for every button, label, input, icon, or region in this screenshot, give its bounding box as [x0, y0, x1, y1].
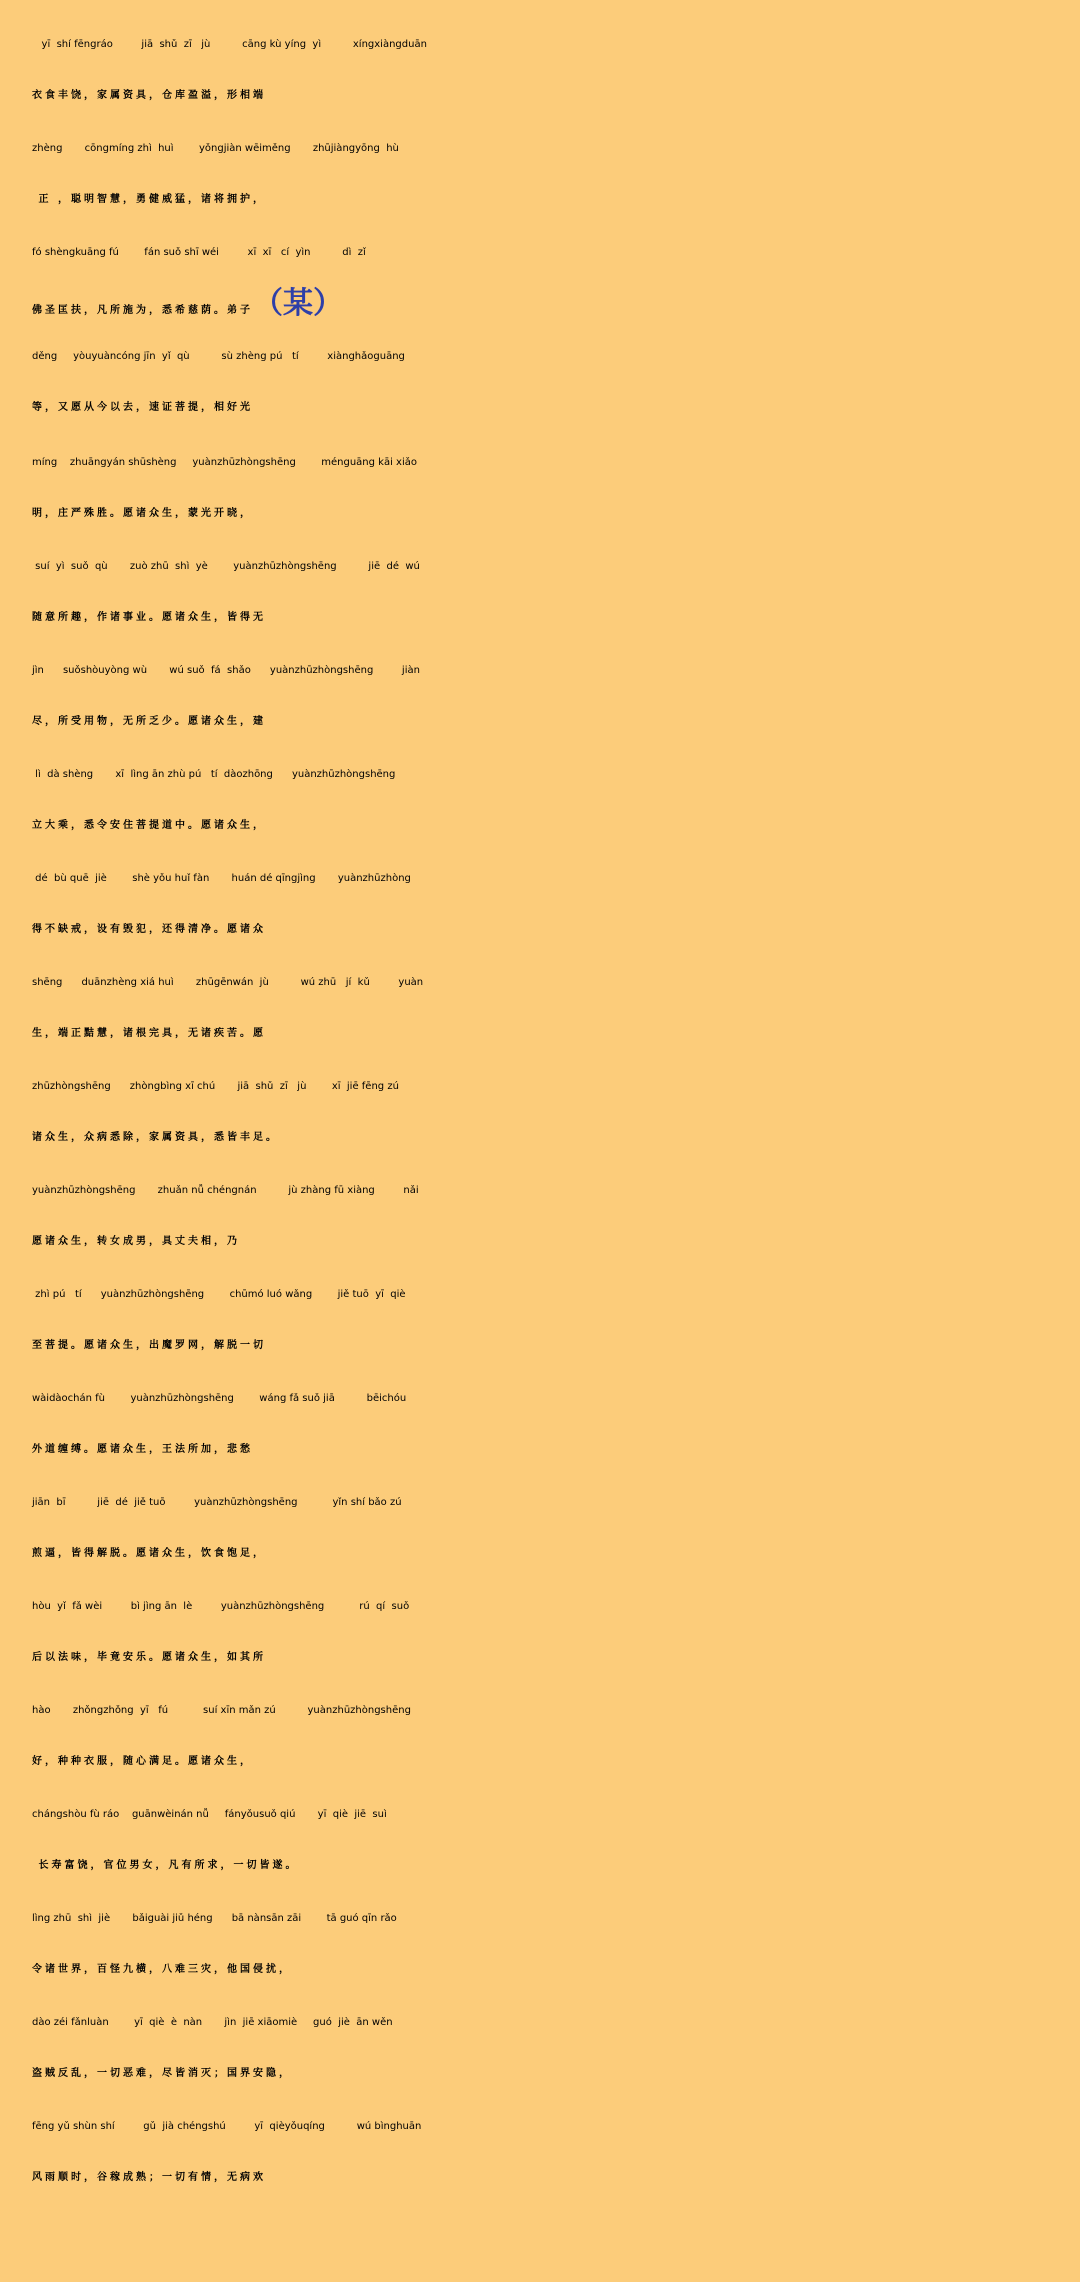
- pinyin-line: yuànzhūzhòngshēng zhuǎn nǚ chéngnán jù zhàng fū xiàng nǎi: [32, 1185, 419, 1196]
- hanzi-text: 煎逼，皆得解脱。愿诸众生，饮食饱足，: [32, 1548, 266, 1559]
- text-line: [0, 550, 1080, 654]
- hanzi-line: [0, 690, 1080, 754]
- hanzi-text: 风雨顺时，谷稼成熟；一切有情，无病欢: [32, 2172, 266, 2183]
- pinyin-line: dé bù quē jiè shè yǒu huǐ fàn huán dé qīngjìng yuànzhūzhòng: [32, 873, 411, 884]
- hanzi-line: [0, 1730, 1080, 1794]
- text-line: [0, 1486, 1080, 1590]
- pinyin-line: lìng zhū shì jiè bǎiguài jiǔ héng bā nànsān zāi tā guó qīn rǎo: [32, 1913, 397, 1924]
- pinyin-line: děng yòuyuàncóng jīn yǐ qù sù zhèng pú tí xiànghǎoguāng: [32, 351, 405, 362]
- pinyin-line: míng zhuāngyán shūshèng yuànzhūzhòngshēng ménguāng kāi xiǎo: [32, 457, 417, 468]
- text-line: [0, 1174, 1080, 1278]
- pinyin-line: jìn suǒshòuyòng wù wú suǒ fá shǎo yuànzhūzhòngshēng jiàn: [32, 665, 420, 676]
- hanzi-text: 明，庄严殊胜。愿诸众生，蒙光开晓，: [32, 508, 253, 519]
- text-line: [0, 2006, 1080, 2110]
- hanzi-line: [0, 272, 1080, 336]
- hanzi-text: 愿诸众生，转女成男，具丈夫相，乃: [32, 1236, 240, 1247]
- pinyin-line: jiān bī jiē dé jiě tuō yuànzhūzhòngshēng yǐn shí bǎo zú: [32, 1497, 402, 1508]
- hanzi-text: 佛圣匡扶，凡所施为，悉希慈荫。弟子: [32, 305, 253, 316]
- text-line: [0, 1694, 1080, 1798]
- hanzi-text: 尽，所受用物，无所乏少。愿诸众生，建: [32, 716, 266, 727]
- text-line: [0, 1382, 1080, 1486]
- text-line: [0, 132, 1080, 236]
- text-line: [0, 758, 1080, 862]
- hanzi-text: 生，端正黠慧，诸根完具，无诸疾苦。愿: [32, 1028, 266, 1039]
- text-line: [0, 1590, 1080, 1694]
- hanzi-line: [0, 1314, 1080, 1378]
- pinyin-line: yī shí fēngráo jiā shǔ zī jù cāng kù yíng yì xíngxiàngduān: [32, 39, 427, 50]
- hanzi-text: 等，又愿从今以去，速证菩提，相好光: [32, 402, 253, 413]
- pinyin-line: fēng yǔ shùn shí gǔ jià chéngshú yī qièyǒuqíng wú bìnghuān: [32, 2121, 422, 2132]
- text-line: [0, 1798, 1080, 1902]
- pinyin-line: shēng duānzhèng xiá huì zhūgēnwán jù wú zhū jí kǔ yuàn: [32, 977, 424, 988]
- pinyin-line: wàidàochán fù yuànzhūzhòngshēng wáng fǎ suǒ jiā bēichóu: [32, 1393, 407, 1404]
- hanzi-text: 盗贼反乱，一切恶难，尽皆消灭；国界安隐，: [32, 2068, 292, 2079]
- hanzi-line: [0, 898, 1080, 962]
- text-line: [0, 28, 1080, 132]
- hanzi-text: 衣食丰饶，家属资具，仓库盈溢，形相端: [32, 90, 266, 101]
- text-line: [0, 2110, 1080, 2214]
- hanzi-text: 后以法味，毕竟安乐。愿诸众生，如其所: [32, 1652, 266, 1663]
- pinyin-line: zhì pú tí yuànzhūzhòngshēng chūmó luó wǎng jiě tuō yī qiè: [32, 1289, 406, 1300]
- hanzi-text: 至菩提。愿诸众生，出魔罗网，解脱一切: [32, 1340, 266, 1351]
- pinyin-line: chángshòu fù ráo guānwèinán nǚ fányǒusuǒ qiú yī qiè jiē suì: [32, 1809, 387, 1820]
- hanzi-line: [0, 1938, 1080, 2002]
- placeholder-note: （某）: [253, 286, 343, 321]
- text-line: [0, 236, 1080, 340]
- pinyin-line: lì dà shèng xī lìng ān zhù pú tí dàozhōng yuànzhūzhòngshēng: [32, 769, 396, 780]
- hanzi-line: [0, 376, 1080, 440]
- hanzi-line: [0, 1522, 1080, 1586]
- text-line: [0, 340, 1080, 444]
- pinyin-line: zhèng cōngmíng zhì huì yǒngjiàn wēiměng zhūjiàngyōng hù: [32, 143, 399, 154]
- hanzi-text: 长寿富饶，官位男女，凡有所求，一切皆遂。: [32, 1860, 299, 1871]
- hanzi-text: 正 ，聪明智慧，勇健威猛，诸将拥护，: [32, 194, 266, 205]
- text-line: [0, 446, 1080, 550]
- hanzi-line: [0, 482, 1080, 546]
- hanzi-line: [0, 794, 1080, 858]
- hanzi-line: [0, 1106, 1080, 1170]
- hanzi-line: [0, 586, 1080, 650]
- hanzi-text: 诸众生，众病悉除，家属资具，悉皆丰足。: [32, 1132, 279, 1143]
- hanzi-text: 立大乘，悉令安住菩提道中。愿诸众生，: [32, 820, 266, 831]
- hanzi-line: [0, 1210, 1080, 1274]
- pinyin-line: dào zéi fǎnluàn yī qiè è nàn jìn jiē xiāomiè guó jiè ān wěn: [32, 2017, 393, 2028]
- text-line: [0, 1902, 1080, 2006]
- text-line: [0, 966, 1080, 1070]
- text-line: [0, 654, 1080, 758]
- text-line: [0, 1070, 1080, 1174]
- hanzi-line: [0, 2146, 1080, 2210]
- hanzi-line: [0, 1626, 1080, 1690]
- hanzi-line: [0, 168, 1080, 232]
- hanzi-text: 令诸世界，百怪九横，八难三灾，他国侵扰，: [32, 1964, 292, 1975]
- pinyin-line: hòu yǐ fǎ wèi bì jìng ān lè yuànzhūzhòngshēng rú qí suǒ: [32, 1601, 410, 1612]
- text-line: [0, 862, 1080, 966]
- pinyin-line: hào zhǒngzhǒng yī fú suí xīn mǎn zú yuànzhūzhòngshēng: [32, 1705, 411, 1716]
- hanzi-line: [0, 2042, 1080, 2106]
- hanzi-line: [0, 1418, 1080, 1482]
- pinyin-line: zhūzhòngshēng zhòngbìng xī chú jiā shǔ zī jù xī jiē fēng zú: [32, 1081, 399, 1092]
- text-line: [0, 1278, 1080, 1382]
- hanzi-line: [0, 1834, 1080, 1898]
- pinyin-line: fó shèngkuāng fú fán suǒ shī wéi xī xī cí yìn dì zǐ: [32, 247, 366, 258]
- hanzi-text: 随意所趣，作诸事业。愿诸众生，皆得无: [32, 612, 266, 623]
- hanzi-text: 好，种种衣服，随心满足。愿诸众生，: [32, 1756, 253, 1767]
- pinyin-line: suí yì suǒ qù zuò zhū shì yè yuànzhūzhòngshēng jiē dé wú: [32, 561, 420, 572]
- hanzi-text: 得不缺戒，设有毁犯，还得清净。愿诸众: [32, 924, 266, 935]
- hanzi-line: [0, 64, 1080, 128]
- hanzi-line: [0, 1002, 1080, 1066]
- hanzi-text: 外道缠缚。愿诸众生，王法所加，悲愁: [32, 1444, 253, 1455]
